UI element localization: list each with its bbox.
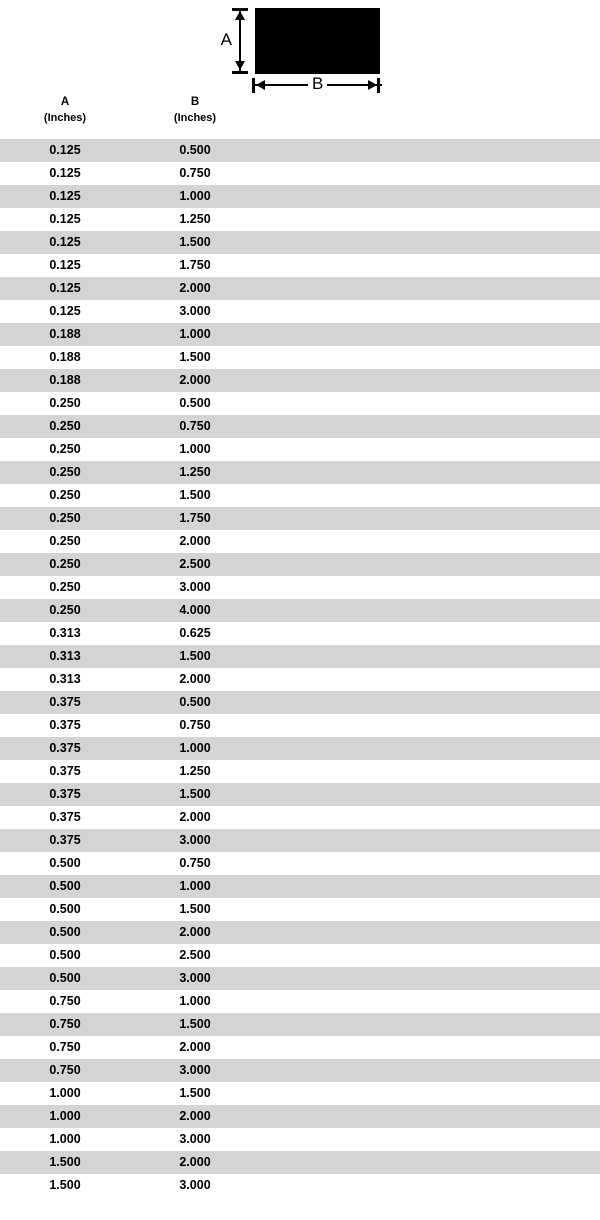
table-row: [0, 691, 600, 714]
column-header-spacer: [260, 92, 600, 129]
cell-dimension-a: 0.125: [0, 185, 130, 208]
cell-dimension-b: 1.000: [130, 875, 260, 898]
table-row: [0, 553, 600, 576]
dimension-b-arrow-right-icon: [368, 80, 377, 90]
cell-spacer: [260, 622, 600, 645]
table-row: [0, 185, 600, 208]
table-row: [0, 944, 600, 967]
table-row: [0, 346, 600, 369]
cell-dimension-b: 2.000: [130, 1105, 260, 1128]
cell-dimension-a: 0.375: [0, 760, 130, 783]
cell-dimension-a: 0.250: [0, 507, 130, 530]
cell-dimension-a: 0.375: [0, 783, 130, 806]
cell-dimension-b: 3.000: [130, 300, 260, 323]
table-row: [0, 1036, 600, 1059]
cell-dimension-b: 1.000: [130, 185, 260, 208]
header-gap-spacer: [260, 129, 600, 139]
cell-dimension-a: 0.313: [0, 668, 130, 691]
cell-dimension-a: 0.375: [0, 737, 130, 760]
cell-dimension-b: 1.500: [130, 346, 260, 369]
cell-dimension-a: 0.313: [0, 622, 130, 645]
table-row: [0, 369, 600, 392]
table-row: [0, 852, 600, 875]
cell-dimension-a: 0.250: [0, 484, 130, 507]
cell-spacer: [260, 300, 600, 323]
cell-dimension-b: 0.500: [130, 691, 260, 714]
table-row: [0, 806, 600, 829]
dimension-a-arrow-down-icon: [235, 61, 245, 70]
table-row: [0, 484, 600, 507]
table-row: [0, 438, 600, 461]
cell-dimension-a: 0.500: [0, 898, 130, 921]
cell-dimension-b: 1.500: [130, 645, 260, 668]
cell-dimension-a: 0.500: [0, 967, 130, 990]
cell-dimension-a: 0.250: [0, 576, 130, 599]
cell-dimension-a: 1.500: [0, 1151, 130, 1174]
table-row: [0, 737, 600, 760]
table-row: [0, 576, 600, 599]
cell-spacer: [260, 806, 600, 829]
cell-dimension-a: 1.000: [0, 1128, 130, 1151]
cell-dimension-b: 1.750: [130, 254, 260, 277]
cell-dimension-a: 0.125: [0, 162, 130, 185]
cell-dimension-b: 1.000: [130, 323, 260, 346]
table-row: [0, 277, 600, 300]
cell-spacer: [260, 737, 600, 760]
column-header-a-unit: (Inches): [43, 111, 87, 124]
cell-dimension-b: 0.500: [130, 139, 260, 162]
cell-dimension-b: 0.750: [130, 162, 260, 185]
cell-dimension-a: 0.250: [0, 415, 130, 438]
cell-spacer: [260, 530, 600, 553]
table-row: [0, 645, 600, 668]
table-row: [0, 990, 600, 1013]
dimension-a-arrow-up-icon: [235, 11, 245, 20]
cell-dimension-a: 1.000: [0, 1082, 130, 1105]
table-row: [0, 668, 600, 691]
cell-dimension-b: 1.000: [130, 990, 260, 1013]
table-row: [0, 162, 600, 185]
cell-spacer: [260, 1105, 600, 1128]
table-row: [0, 921, 600, 944]
cell-spacer: [260, 254, 600, 277]
cell-spacer: [260, 1174, 600, 1197]
cell-spacer: [260, 783, 600, 806]
cell-dimension-a: 0.750: [0, 1013, 130, 1036]
cell-dimension-b: 2.500: [130, 944, 260, 967]
cell-dimension-a: 0.500: [0, 944, 130, 967]
cell-spacer: [260, 323, 600, 346]
cell-dimension-a: 0.250: [0, 438, 130, 461]
cell-spacer: [260, 162, 600, 185]
cell-spacer: [260, 369, 600, 392]
table-row: [0, 714, 600, 737]
table-row: [0, 1128, 600, 1151]
cell-dimension-b: 2.000: [130, 806, 260, 829]
table-body: [0, 139, 600, 1197]
table-row: [0, 530, 600, 553]
cell-dimension-b: 3.000: [130, 576, 260, 599]
cell-dimension-b: 1.500: [130, 231, 260, 254]
cell-dimension-b: 1.750: [130, 507, 260, 530]
cell-spacer: [260, 691, 600, 714]
cell-spacer: [260, 875, 600, 898]
cell-spacer: [260, 576, 600, 599]
cell-spacer: [260, 484, 600, 507]
cell-dimension-b: 3.000: [130, 1128, 260, 1151]
cell-dimension-b: 1.000: [130, 438, 260, 461]
cell-spacer: [260, 990, 600, 1013]
cell-dimension-a: 0.125: [0, 300, 130, 323]
cell-spacer: [260, 553, 600, 576]
table-row: [0, 231, 600, 254]
column-header-b-name: B: [190, 96, 200, 108]
cell-dimension-b: 3.000: [130, 1174, 260, 1197]
cell-spacer: [260, 392, 600, 415]
table-row: [0, 139, 600, 162]
cell-dimension-b: 1.500: [130, 1082, 260, 1105]
cell-dimension-a: 0.500: [0, 921, 130, 944]
cell-dimension-b: 1.250: [130, 461, 260, 484]
cell-spacer: [260, 645, 600, 668]
cell-dimension-a: 0.750: [0, 990, 130, 1013]
cell-dimension-a: 0.500: [0, 852, 130, 875]
table-row: [0, 300, 600, 323]
cell-dimension-a: 0.250: [0, 553, 130, 576]
cross-section-diagram: [0, 0, 600, 92]
rectangle-shape-icon: [255, 8, 380, 74]
cell-dimension-b: 1.500: [130, 898, 260, 921]
cell-dimension-a: 0.500: [0, 875, 130, 898]
header-gap-b: [130, 129, 260, 139]
cell-spacer: [260, 1036, 600, 1059]
dimension-b-arrow-left-icon: [256, 80, 265, 90]
column-header-b: [130, 92, 260, 129]
cell-spacer: [260, 944, 600, 967]
cell-dimension-b: 2.000: [130, 530, 260, 553]
cell-dimension-a: 0.313: [0, 645, 130, 668]
column-header-a-name: A: [60, 96, 70, 108]
cell-dimension-b: 1.000: [130, 737, 260, 760]
cell-dimension-a: 0.188: [0, 369, 130, 392]
table-row: [0, 622, 600, 645]
cell-dimension-b: 2.000: [130, 369, 260, 392]
table-row: [0, 1013, 600, 1036]
cell-spacer: [260, 714, 600, 737]
cell-dimension-a: 0.125: [0, 208, 130, 231]
cell-spacer: [260, 185, 600, 208]
table-row: [0, 829, 600, 852]
table-row: [0, 898, 600, 921]
cell-dimension-b: 1.250: [130, 208, 260, 231]
table-row: [0, 599, 600, 622]
cell-dimension-b: 4.000: [130, 599, 260, 622]
cell-dimension-b: 1.500: [130, 1013, 260, 1036]
cell-spacer: [260, 829, 600, 852]
column-header-a: [0, 92, 130, 129]
cell-spacer: [260, 346, 600, 369]
cell-dimension-a: 0.188: [0, 346, 130, 369]
cell-dimension-b: 2.000: [130, 1036, 260, 1059]
cell-dimension-b: 0.750: [130, 852, 260, 875]
cell-dimension-b: 2.000: [130, 277, 260, 300]
table-row: [0, 1174, 600, 1197]
cell-spacer: [260, 852, 600, 875]
cell-dimension-b: 3.000: [130, 967, 260, 990]
column-header-b-unit: (Inches): [173, 111, 217, 124]
table-row: [0, 415, 600, 438]
cell-spacer: [260, 1128, 600, 1151]
cell-spacer: [260, 277, 600, 300]
cell-dimension-b: 2.500: [130, 553, 260, 576]
cell-dimension-a: 0.375: [0, 806, 130, 829]
cell-dimension-a: 0.250: [0, 530, 130, 553]
dimensions-table: [0, 92, 600, 1197]
cell-dimension-a: 0.188: [0, 323, 130, 346]
cell-dimension-a: 0.250: [0, 392, 130, 415]
table-row: [0, 783, 600, 806]
cell-spacer: [260, 231, 600, 254]
table-row: [0, 208, 600, 231]
cell-dimension-b: 1.500: [130, 783, 260, 806]
table-row: [0, 875, 600, 898]
cell-spacer: [260, 1151, 600, 1174]
cell-spacer: [260, 1013, 600, 1036]
cell-spacer: [260, 507, 600, 530]
cell-dimension-a: 0.125: [0, 254, 130, 277]
cell-spacer: [260, 139, 600, 162]
cell-spacer: [260, 208, 600, 231]
cell-dimension-a: 0.375: [0, 714, 130, 737]
cell-spacer: [260, 461, 600, 484]
cell-dimension-a: 1.000: [0, 1105, 130, 1128]
cell-spacer: [260, 760, 600, 783]
cell-dimension-a: 0.375: [0, 691, 130, 714]
cell-dimension-a: 0.750: [0, 1036, 130, 1059]
table-row: [0, 760, 600, 783]
cell-dimension-b: 0.750: [130, 714, 260, 737]
cell-dimension-b: 1.250: [130, 760, 260, 783]
cell-dimension-b: 2.000: [130, 668, 260, 691]
dimension-b-label: B: [308, 74, 327, 94]
cell-dimension-a: 0.750: [0, 1059, 130, 1082]
cell-dimension-a: 0.125: [0, 277, 130, 300]
cell-dimension-a: 0.375: [0, 829, 130, 852]
cell-dimension-b: 1.500: [130, 484, 260, 507]
cell-dimension-b: 0.500: [130, 392, 260, 415]
cell-dimension-b: 0.625: [130, 622, 260, 645]
table-row: [0, 254, 600, 277]
cell-dimension-b: 0.750: [130, 415, 260, 438]
cell-dimension-b: 2.000: [130, 921, 260, 944]
cell-dimension-a: 0.250: [0, 599, 130, 622]
cell-dimension-a: 1.500: [0, 1174, 130, 1197]
cell-dimension-b: 3.000: [130, 829, 260, 852]
table-row: [0, 392, 600, 415]
table-row: [0, 507, 600, 530]
cell-spacer: [260, 1059, 600, 1082]
table-header: [0, 92, 600, 139]
cell-spacer: [260, 967, 600, 990]
cell-dimension-b: 3.000: [130, 1059, 260, 1082]
table-row: [0, 323, 600, 346]
dimension-a-label: A: [220, 30, 232, 49]
cell-spacer: [260, 415, 600, 438]
table-row: [0, 1059, 600, 1082]
cell-dimension-b: 2.000: [130, 1151, 260, 1174]
table-row: [0, 967, 600, 990]
table-row: [0, 1151, 600, 1174]
cell-spacer: [260, 438, 600, 461]
cell-dimension-a: 0.125: [0, 139, 130, 162]
cell-dimension-a: 0.125: [0, 231, 130, 254]
table-row: [0, 1082, 600, 1105]
cell-spacer: [260, 599, 600, 622]
cell-spacer: [260, 1082, 600, 1105]
table-row: [0, 1105, 600, 1128]
cell-spacer: [260, 668, 600, 691]
header-gap-a: [0, 129, 130, 139]
cell-dimension-a: 0.250: [0, 461, 130, 484]
cell-spacer: [260, 921, 600, 944]
cell-spacer: [260, 898, 600, 921]
table-row: [0, 461, 600, 484]
